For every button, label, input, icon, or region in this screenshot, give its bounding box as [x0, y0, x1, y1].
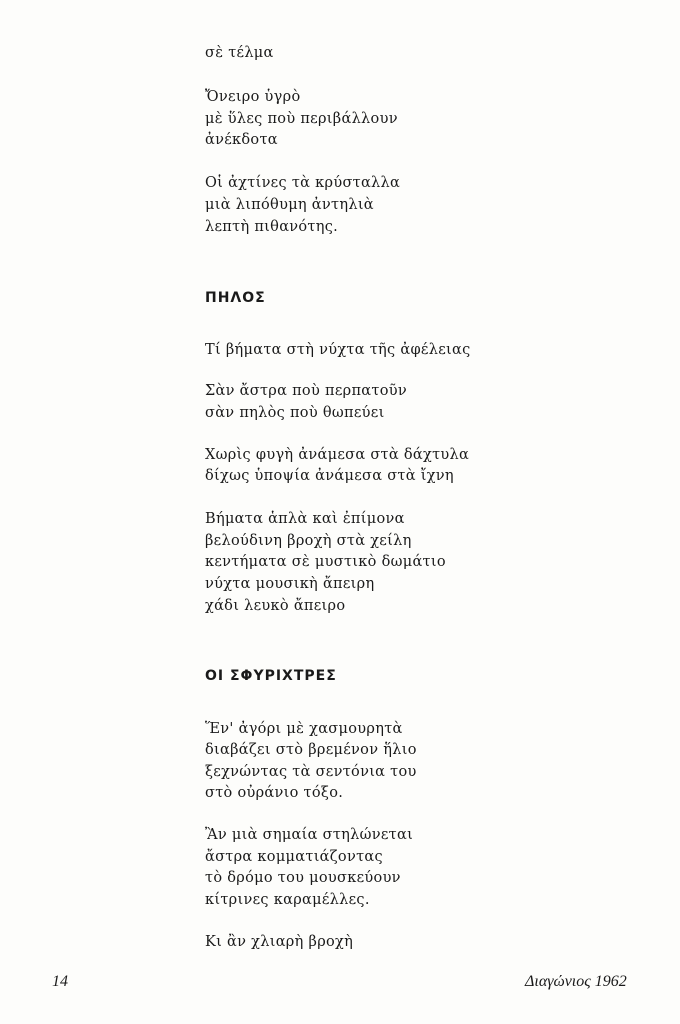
poem-line: βελούδινη βροχὴ στὰ χείλη	[205, 533, 412, 549]
poem-line: ἀνέκδοτα	[205, 132, 278, 148]
poem-line: σὲ τέλμα	[205, 45, 274, 61]
poem-line: τὸ δρόμο του μουσκεύουν	[205, 870, 401, 886]
poem-line: Ἕν' ἀγόρι μὲ χασμουρητὰ	[205, 721, 403, 737]
page-number: 14	[52, 973, 68, 990]
poem-line: Τί βήματα στὴ νύχτα τῆς ἀφέλειας	[205, 342, 471, 358]
poem-line: νύχτα μουσικὴ ἄπειρη	[205, 576, 375, 592]
poem-line: Ὄνειρο ὑγρὸ	[205, 89, 301, 105]
poem-line: χάδι λευκὸ ἄπειρο	[205, 598, 346, 614]
poem-line: Βήματα ἁπλὰ καὶ ἐπίμονα	[205, 511, 405, 527]
poem-line: διαβάζει στὸ βρεμένον ἥλιο	[205, 742, 417, 758]
poem-line: κεντήματα σὲ μυστικὸ δωμάτιο	[205, 554, 446, 570]
poem-line: δίχως ὑποψία ἀνάμεσα στὰ ἴχνη	[205, 468, 454, 484]
poem-line: ξεχνώντας τὰ σεντόνια του	[205, 764, 417, 780]
poem-title: ΠΗΛΟΣ	[205, 290, 266, 306]
poem-line: Κι ἂν χλιαρὴ βροχὴ	[205, 934, 354, 950]
poem-line: λεπτὴ πιθανότης.	[205, 219, 339, 235]
journal-name: Διαγώνιος 1962	[525, 973, 627, 990]
poem-title: ΟΙ ΣΦΥΡΙΧΤΡΕΣ	[205, 668, 337, 684]
poem-line: Χωρὶς φυγὴ ἀνάμεσα στὰ δάχτυλα	[205, 447, 470, 463]
poem-line: μὲ ὕλες ποὺ περιβάλλουν	[205, 111, 398, 127]
poem-line: Οἱ ἀχτίνες τὰ κρύσταλλα	[205, 175, 401, 191]
poem-line: σὰν πηλὸς ποὺ θωπεύει	[205, 405, 385, 421]
poem-line: κίτρινες καραμέλλες.	[205, 892, 370, 908]
poem-line: ἄστρα κομματιάζοντας	[205, 849, 383, 865]
poem-line: Σὰν ἄστρα ποὺ περπατοῦν	[205, 383, 407, 399]
poem-line: Ἂν μιὰ σημαία στηλώνεται	[205, 827, 414, 843]
poem-line: στὸ οὐράνιο τόξο.	[205, 785, 344, 801]
poem-line: μιὰ λιπόθυμη ἀντηλιὰ	[205, 197, 374, 213]
